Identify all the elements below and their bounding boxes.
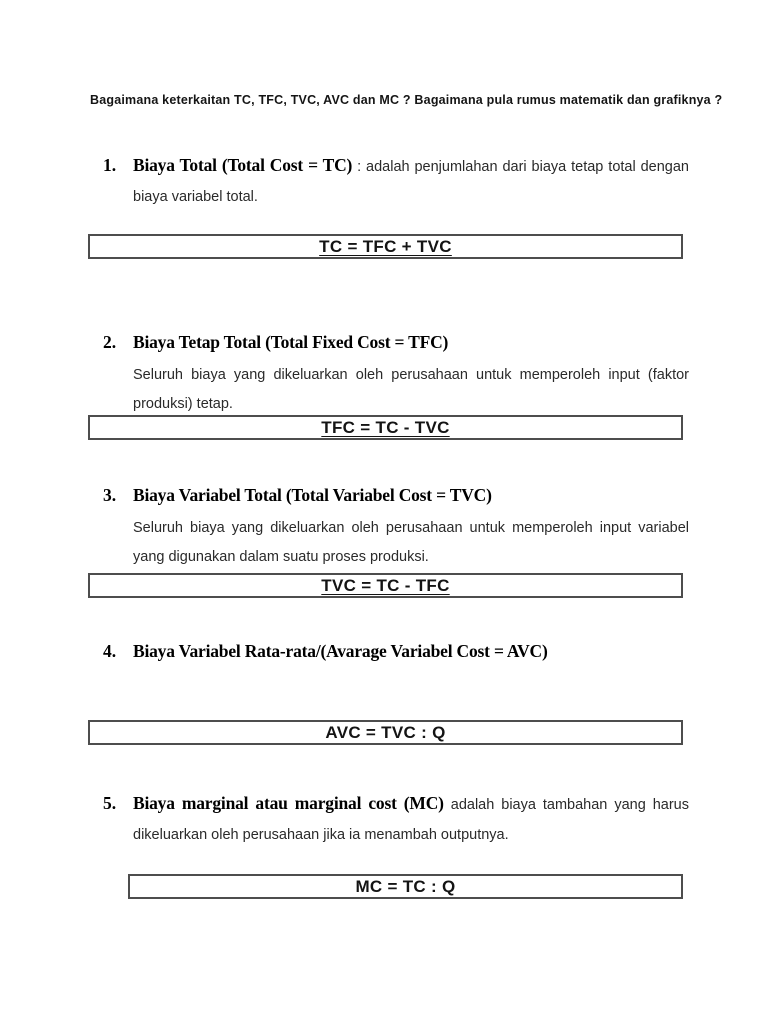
item-number: 4. — [103, 641, 117, 661]
item-heading: Biaya Tetap Total (Total Fixed Cost = TFC) — [133, 332, 449, 352]
item-heading: Biaya Variabel Rata-rata/(Avarage Variabel Cost = AVC) — [133, 641, 548, 661]
formula-box-tfc — [88, 415, 683, 440]
item-heading: Biaya Total (Total Cost = TC) — [133, 155, 353, 175]
cost-item-2 — [103, 327, 689, 418]
formula-text: TC = TFC + TVC — [319, 237, 452, 256]
formula-box-mc — [128, 874, 683, 899]
item-heading: Biaya Variabel Total (Total Variabel Cost = TVC) — [133, 485, 492, 505]
formula-box-tvc — [88, 573, 683, 598]
item-description: Seluruh biaya yang dikeluarkan oleh perusahaan untuk memperoleh input (faktor produksi) tetap. — [133, 367, 689, 412]
item-description: Seluruh biaya yang dikeluarkan oleh perusahaan untuk memperoleh input variabel yang digunakan dalam suatu proses produksi. — [133, 520, 689, 565]
item-number: 3. — [103, 485, 117, 505]
item-separator: : — [352, 159, 367, 175]
item-number: 2. — [103, 332, 117, 352]
formula-box-avc — [88, 720, 683, 745]
formula-text: MC = TC : Q — [355, 877, 456, 896]
formula-text: TVC = TC - TFC — [321, 576, 450, 595]
formula-text: TFC = TC - TVC — [321, 418, 450, 437]
item-description: adalah biaya tambahan yang harus dikeluarkan oleh perusahaan jika ia menambah outputnya. — [133, 797, 689, 843]
cost-item-5 — [103, 788, 689, 850]
cost-item-4 — [103, 636, 689, 668]
item-number: 5. — [103, 793, 117, 813]
item-separator — [444, 797, 451, 813]
cost-item-1 — [103, 150, 690, 212]
item-heading: Biaya marginal atau marginal cost (MC) — [133, 793, 444, 813]
cost-item-3 — [103, 480, 689, 571]
formula-text: AVC = TVC : Q — [325, 723, 446, 742]
item-number: 1. — [103, 155, 117, 175]
formula-box-tc — [88, 234, 683, 259]
item-description: adalah penjumlahan dari biaya tetap total dengan biaya variabel total. — [133, 159, 690, 205]
question-heading: Bagaimana keterkaitan TC, TFC, TVC, AVC dan MC ? Bagaimana pula rumus matematik dan grafiknya ? — [90, 93, 723, 107]
